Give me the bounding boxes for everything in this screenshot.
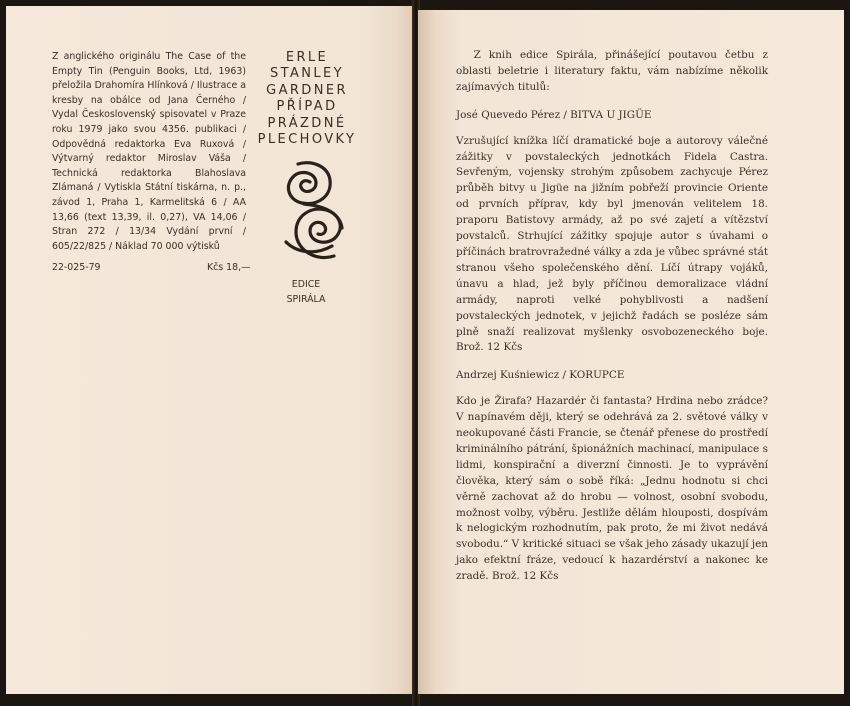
imprint-text: Z anglického originálu The Case of the Empty Tin (Penguin Books, Ltd, 1963) přeložila Drahomíra Hlínková / Ilustrace a kresby na obálce od Jana Černého / Vydal Československý spisovatel v Praze roku 1979 jako svou 4356. publikaci / Odpovědná redaktorka Eva Ruxová / Výtvarný redaktor Miroslav Váša / Technická redaktorka Blahoslava Zlámaná / Vytiskla Státní tiskárna, n. p., závod 1, Praha 1, Karmelitská 6 / AA 13,66 (text 13,39, il. 0,27), VA 14,06 / Stran 272 / 13/34 Vydání první / 605/22/825 / Náklad 70 000 výtisků xyxy=(52,51,246,252)
book-heading-1: José Quevedo Pérez / BITVA U JIGÜE xyxy=(456,108,652,121)
spiral-s-icon xyxy=(274,158,354,270)
book-heading-2: Andrzej Kuśniewicz / KORUPCE xyxy=(456,369,625,382)
author-last-name: GARDNER xyxy=(266,82,348,98)
book-title-line-2: PRÁZDNÉ xyxy=(267,115,347,131)
edition-label xyxy=(276,278,336,307)
book-description-1: Vzrušující knížka líčí dramatické boje a autorovy válečné zážitky v povstaleckých jednotkách Fidela Castra. Sevřeným, vojensky strohým způsobem zachycuje Pérez průběh bitvy u Jigüe na jižním pobřeží provincie Oriente od prvních příprav, kdy byl jmenován velitelem 18. praporu Batistovy armády, až po své zajetí a vítězství povstalců. Strhující zážitky spojuje autor s úvahami o příčinách bratrovražedné války a zda je vůbec správné stát stranou všeho společenského dění. Líčí útrapy vojáků, únavu a hlad, jež byly příčinou demoralizace vládní armády, naproti velké pohyblivosti a nadšení povstaleckých jednotek, v jejichž řadách se posléze sám plně snaží realizovat myšlenky osvobozeneckého boje. Brož. 12 Kčs xyxy=(456,134,768,354)
author-title-block xyxy=(250,50,364,148)
book-description-2: Kdo je Žirafa? Hazardér či fantasta? Hrdina nebo zrádce? V napínavém ději, který se odehrává za 2. světové války v neokupované části Francie, se čtenář přenese do prostředí kriminálního pátrání, špionážních machinací, manipulace s lidmi, konspirační a diverzní činnosti. Je to vyprávění člověka, který sám o sobě říká: „Jednu hodnotu si chci věrně zachovat až do hrobu — volnost, osobní svobodu, možnost volby, výběru. Jestliže dělám hlouposti, dospívám k nelogickým rozhodnutím, pak proto, že mi život nedává svobodu.“ V kritické situaci se však jeho zásady ukazují jen jako efektní fráze, vedoucí k hazardérství a nakonec ke zradě. Brož. 12 Kčs xyxy=(456,395,768,583)
catalog-number: 22-025-79 xyxy=(52,262,101,273)
edition-label-line-1: EDICE xyxy=(291,279,321,290)
author-first-name: ERLE xyxy=(285,50,329,65)
price: Kčs 18,— xyxy=(207,262,251,273)
intro-paragraph: Z knih edice Spirála, přinášející poutavou četbu z oblasti beletrie i literatury faktu, vám nabízíme několik zajímavých titulů: xyxy=(456,49,768,93)
book-title-line-1: PŘÍPAD xyxy=(276,99,338,115)
right-page-content xyxy=(456,48,768,585)
edition-label-line-2: SPIRÁLA xyxy=(286,293,326,305)
author-middle-name: STANLEY xyxy=(270,66,344,82)
book-title-line-3: PLECHOVKY xyxy=(257,132,357,148)
